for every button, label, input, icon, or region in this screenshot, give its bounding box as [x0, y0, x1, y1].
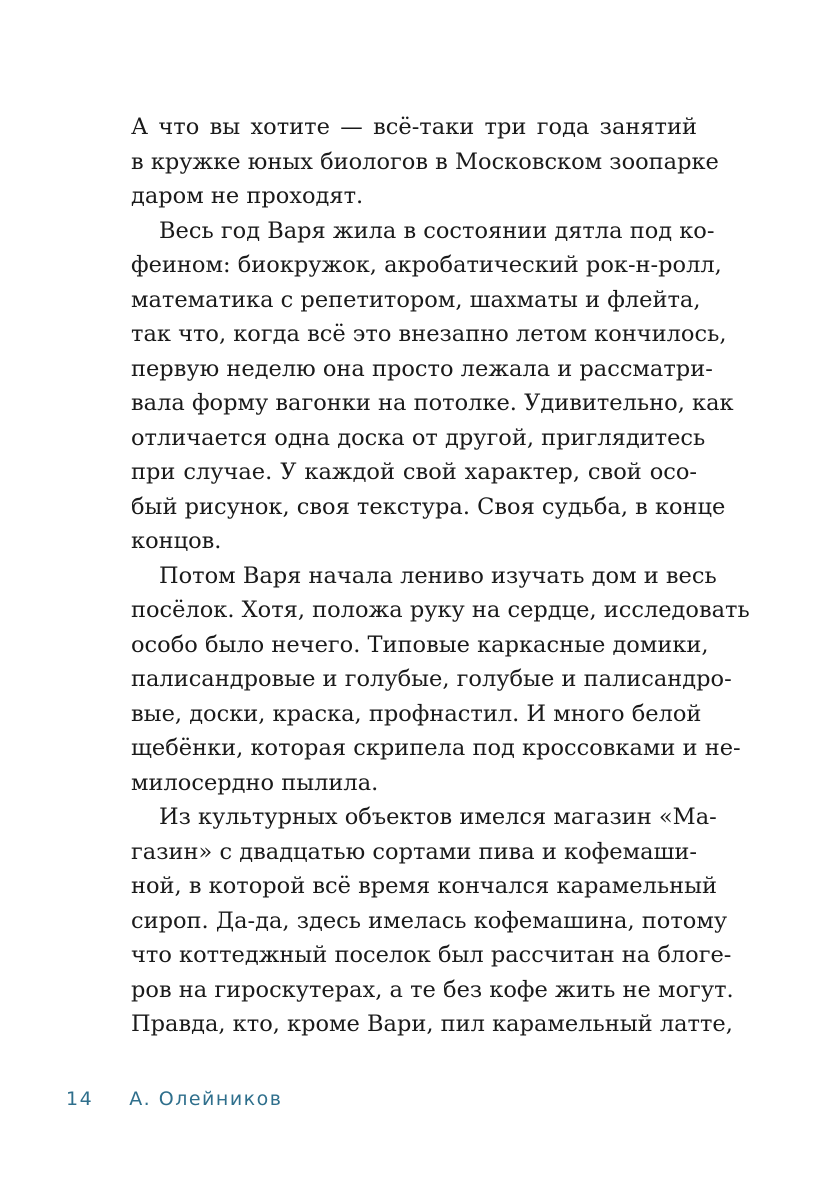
author-name: А. Олейников — [129, 1088, 283, 1110]
text-line: палисандровые и голубые, голубые и палисандро- — [131, 666, 732, 692]
text-line: особо было нечего. Типовые каркасные домики, — [131, 631, 709, 658]
text-line: Из культурных объектов имелся магазин «Ма- — [159, 804, 717, 830]
text-line: вые, доски, краска, профнастил. И много белой — [131, 700, 702, 727]
text-line: А что вы хотите — всё-таки три года занятий — [131, 114, 697, 140]
text-line: концов. — [131, 528, 222, 554]
text-line: в кружке юных биологов в Московском зоопарке — [131, 148, 719, 175]
text-line: сироп. Да-да, здесь имелась кофемашина, потому — [131, 907, 728, 934]
text-line: милосердно пылила. — [131, 769, 379, 796]
text-line: Потом Варя начала лениво изучать дом и весь — [159, 562, 717, 589]
text-line: математика с репетитором, шахматы и флейта, — [131, 286, 701, 313]
text-line: ной, в которой всё время кончался карамельный — [131, 873, 718, 899]
body-text — [131, 110, 750, 1042]
text-line: при случае. У каждой свой характер, свой осо- — [131, 459, 697, 485]
text-line: газин» с двадцатью сортами пива и кофемаши- — [131, 838, 697, 865]
page-number: 14 — [66, 1088, 94, 1110]
text-line: так что, когда всё это внезапно летом кончилось, — [131, 321, 727, 347]
text-line: что коттеджный поселок был рассчитан на блоге- — [131, 942, 732, 968]
text-line: Весь год Варя жила в состоянии дятла под ко- — [159, 217, 715, 244]
text-line: феином: биокружок, акробатический рок-н-ролл, — [131, 252, 722, 278]
text-line: первую неделю она просто лежала и рассматри- — [131, 355, 713, 382]
text-line: щебёнки, которая скрипела под кроссовками и не- — [131, 735, 741, 761]
text-line: бый рисунок, своя текстура. Своя судьба, в конце — [131, 493, 726, 520]
page-footer — [66, 1088, 282, 1110]
text-line: отличается одна доска от другой, приглядитесь — [131, 424, 706, 451]
text-line: посёлок. Хотя, положа руку на сердце, исследовать — [131, 597, 750, 623]
text-line: вала форму вагонки на потолке. Удивительно, как — [131, 390, 734, 416]
text-line: Правда, кто, кроме Вари, пил карамельный латте, — [131, 1011, 733, 1037]
text-line: ров на гироскутерах, а те без кофе жить не могут. — [131, 976, 734, 1003]
text-line: даром не проходят. — [131, 183, 364, 209]
